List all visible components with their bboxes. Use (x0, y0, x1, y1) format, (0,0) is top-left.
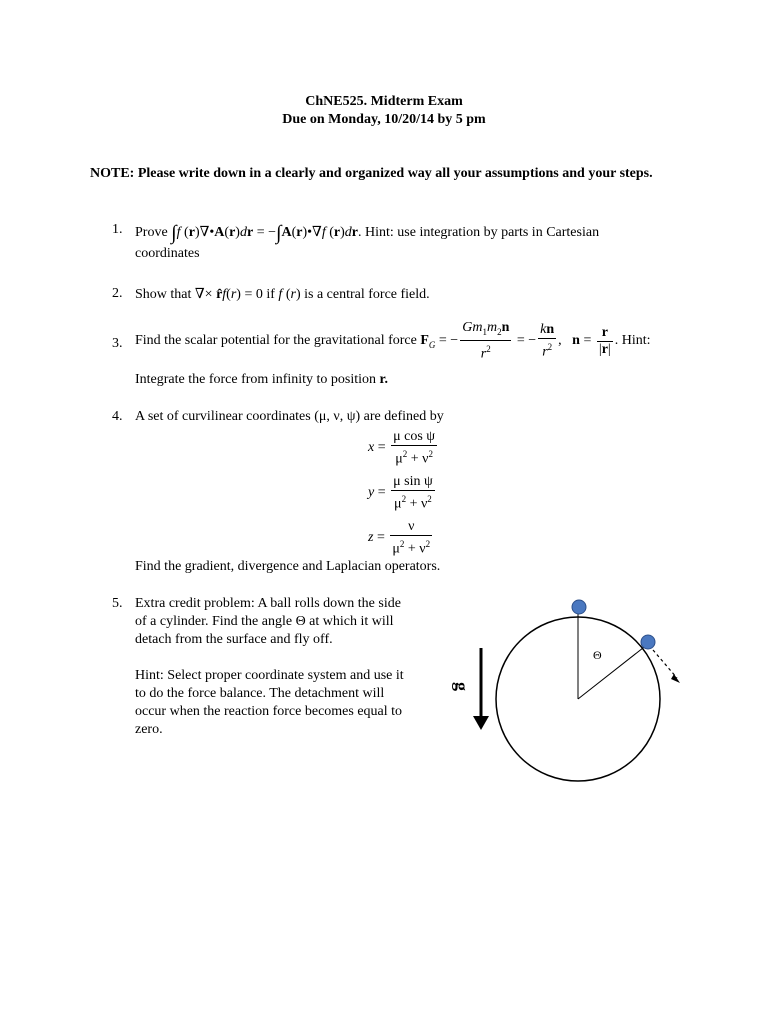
q2-function: f (r) (278, 287, 301, 302)
q5-line-2: of a cylinder. Find the angle Θ at which it will (135, 614, 394, 629)
q2-if: if (266, 287, 275, 302)
gravity-arrowhead (473, 716, 489, 730)
ball-detaching (641, 635, 655, 649)
q3-lead: Find the scalar potential for the gravitational force (135, 333, 417, 349)
q1-line1 (135, 222, 599, 245)
q3-line1 (135, 320, 651, 362)
cylinder-figure (440, 590, 700, 820)
q5-line-3: detach from the surface and fly off. (135, 632, 333, 647)
angle-label: Θ (593, 648, 602, 662)
q4-eq-z: z = $\frac{\nu}{\mu^2 + \nu^2}$ (368, 519, 431, 557)
q5-hint-line-2: to do the force balance. The detachment will (135, 686, 385, 701)
q5-hint-line-4: zero. (135, 722, 163, 737)
q4-lead: A set of curvilinear coordinates (μ, ν, ψ) are defined by (135, 409, 444, 424)
q2-tail: is a central force field. (304, 287, 430, 302)
q5-hint-line-1: Hint: Select proper coordinate system and use it (135, 668, 404, 683)
q3-hint: . Hint: (614, 333, 651, 349)
q3-number: 3. (112, 336, 123, 351)
q3-equation: $F_G$ = − $\frac{Gm_1m_2n}{r^2}$ = − $\frac{kn}{r^2}$ , n = $\frac{r}{|r|}$ (420, 320, 611, 362)
exam-title: ChNE525. Midterm Exam (305, 94, 463, 109)
q1-number: 1. (112, 222, 123, 237)
angled-radius (578, 644, 648, 699)
q1-hint: . Hint: use integration by parts in Cartesian (358, 225, 600, 240)
q4-eq-y: y = $\frac{\text{μ sin ψ}}{\mu^2 + \nu^2}$ (368, 474, 433, 512)
q3-line2 (135, 372, 388, 388)
q5-line-1: Extra credit problem: A ball rolls down the side (135, 596, 401, 611)
q3-line2-text: Integrate the force from infinity to position (135, 372, 377, 387)
q2-lead: Show that (135, 287, 192, 302)
ball-top (572, 600, 586, 614)
q4-eq-x: x = $\frac{\text{μ cos ψ}}{\mu^2 + \nu^2}$ (368, 429, 436, 467)
q4-number: 4. (112, 409, 123, 424)
gravity-label: g (452, 682, 472, 691)
q1-line2: coordinates (135, 246, 200, 261)
q2-line (135, 286, 430, 303)
trajectory-arrowhead (671, 674, 680, 683)
q1-equation: ∫f (r)∇•A(r)dr = −∫A(r)•∇f (r)dr (171, 222, 358, 244)
q2-number: 2. (112, 286, 123, 301)
q5-hint-line-3: occur when the reaction force becomes equal to (135, 704, 403, 719)
q5-number: 5. (112, 596, 123, 611)
q4-tail: Find the gradient, divergence and Laplacian operators. (135, 559, 441, 574)
q1-prove-label: Prove (135, 225, 168, 240)
q3-line2-bold: r. (379, 372, 388, 387)
q2-equation: ∇× r̂f(r) = 0 (194, 287, 263, 302)
note-paragraph: NOTE: Please write down in a clearly and organized way all your assumptions and your steps. (90, 166, 653, 181)
due-date: Due on Monday, 10/20/14 by 5 pm (282, 112, 486, 127)
